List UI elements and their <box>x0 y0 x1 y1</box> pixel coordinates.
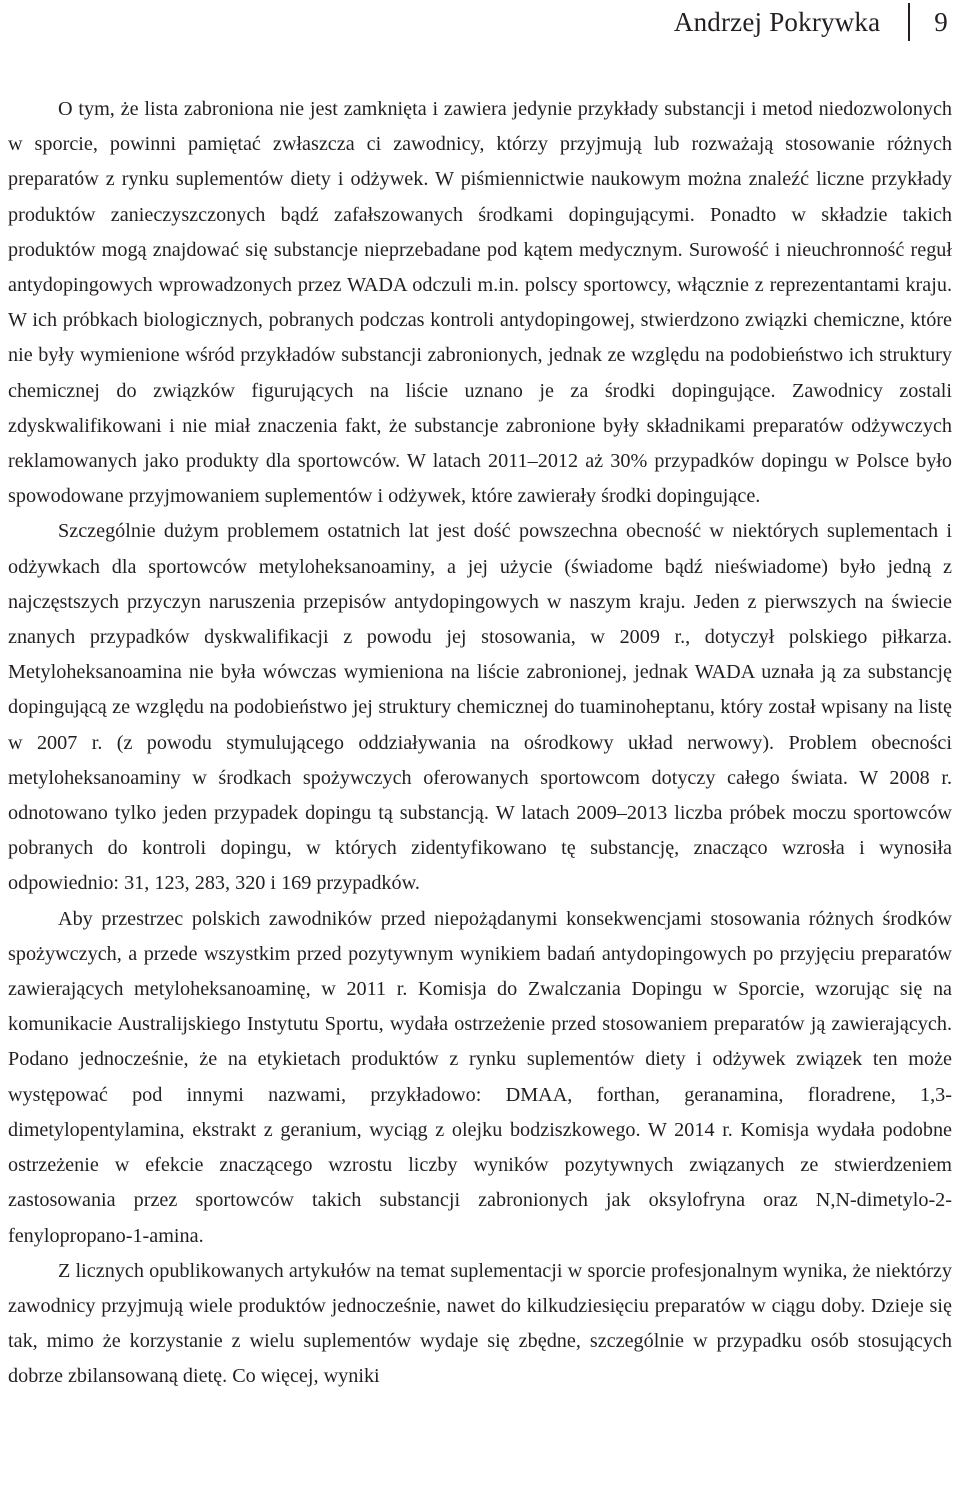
header-author: Andrzej Pokrywka <box>673 6 881 37</box>
paragraph-1: O tym, że lista zabroniona nie jest zamknięta i zawiera jedynie przykłady substancji i metod niedozwolonych w sporcie, powinni pamiętać zwłaszcza ci zawodnicy, którzy przyjmują lub rozważają stosowanie różnych preparatów z rynku suplementów diety i odżywek. W piśmiennictwie naukowym można znaleźć liczne przykłady produktów zanieczyszczonych bądź zafałszowanych środkami dopingującymi. Ponadto w składzie takich produktów mogą znajdować się substancje nieprzebadane pod kątem medycznym. Surowość i nieuchronność reguł antydopingowych wprowadzonych przez WADA odczuli m.in. polscy sportowcy, włącznie z reprezentantami kraju. W ich próbkach biologicznych, pobranych podczas kontroli antydopingowej, stwierdzono związki chemiczne, które nie były wymienione wśród przykładów substancji zabronionych, jednak ze względu na podobieństwo ich struktury chemicznej do związków figurujących na liście uznano je za środki dopingujące. Zawodnicy zostali zdyskwalifikowani i nie miał znaczenia fakt, że substancje zabronione były składnikami preparatów odżywczych reklamowanych jako produkty dla sportowców. W latach 2011–2012 aż 30% przypadków dopingu w Polsce było spowodowane przyjmowaniem suplementów i odżywek, które zawierały środki dopingujące. <box>8 98 952 508</box>
paragraph-2: Szczególnie dużym problemem ostatnich lat jest dość powszechna obecność w niektórych suplementach i odżywkach dla sportowców metyloheksanoaminy, a jej użycie (świadome bądź nieświadome) było jedną z najczęstszych przyczyn naruszenia przepisów antydopingowych w naszym kraju. Jeden z pierwszych na świecie znanych przypadków dyskwalifikacji z powodu jej stosowania, w 2009 r., dotyczył polskiego piłkarza. Metyloheksanoamina nie była wówczas wymieniona na liście zabronionej, jednak WADA uznała ją za substancję dopingującą ze względu na podobieństwo jej struktury chemicznej do tuaminoheptanu, który został wpisany na listę w 2007 r. (z powodu stymulującego oddziaływania na ośrodkowy układ nerwowy). Problem obecności metyloheksanoaminy w środkach spożywczych oferowanych sportowcom dotyczy całego świata. W 2008 r. odnotowano tylko jeden przypadek dopingu tą substancją. W latach 2009–2013 liczba próbek moczu sportowców pobranych do kontroli dopingu, w których zidentyfikowano tę substancję, znacząco wzrosła i wynosiła odpowiednio: 31, 123, 283, 320 i 169 przypadków. <box>8 520 952 895</box>
page-number: 9 <box>934 6 948 37</box>
body-text <box>8 92 952 1395</box>
running-header <box>674 2 948 42</box>
paragraph-4: Z licznych opublikowanych artykułów na temat suplementacji w sporcie profesjonalnym wynika, że niektórzy zawodnicy przyjmują wiele produktów jednocześnie, nawet do kilkudziesięciu preparatów w ciągu doby. Dzieje się tak, mimo że korzystanie z wielu suplementów wydaje się zbędne, szczególnie w przypadku osób stosujących dobrze zbilansowaną dietę. Co więcej, wyniki <box>8 1259 952 1388</box>
paragraph-3: Aby przestrzec polskich zawodników przed niepożądanymi konsekwencjami stosowania różnych środków spożywczych, a przede wszystkim przed pozytywnym wynikiem badań antydopingowych po przyjęciu preparatów zawierających metyloheksanoaminę, w 2011 r. Komisja do Zwalczania Dopingu w Sporcie, wzorując się na komunikacie Australijskiego Instytutu Sportu, wydała ostrzeżenie przed stosowaniem preparatów ją zawierających. Podano jednocześnie, że na etykietach produktów z rynku suplementów diety i odżywek związek ten może występować pod innymi nazwami, przykładowo: DMAA, forthan, geranamina, floradrene, 1,3-dimetylopentylamina, ekstrakt z geranium, wyciąg z olejku bodziszkowego. W 2014 r. Komisja wydała podobne ostrzeżenie w efekcie znaczącego wzrostu liczby wyników pozytywnych związanych ze stwierdzeniem zastosowania przez sportowców takich substancji zabronionych jak oksylofryna oraz N,N-dimetylo-2-fenylopropano-1-amina. <box>8 907 952 1247</box>
